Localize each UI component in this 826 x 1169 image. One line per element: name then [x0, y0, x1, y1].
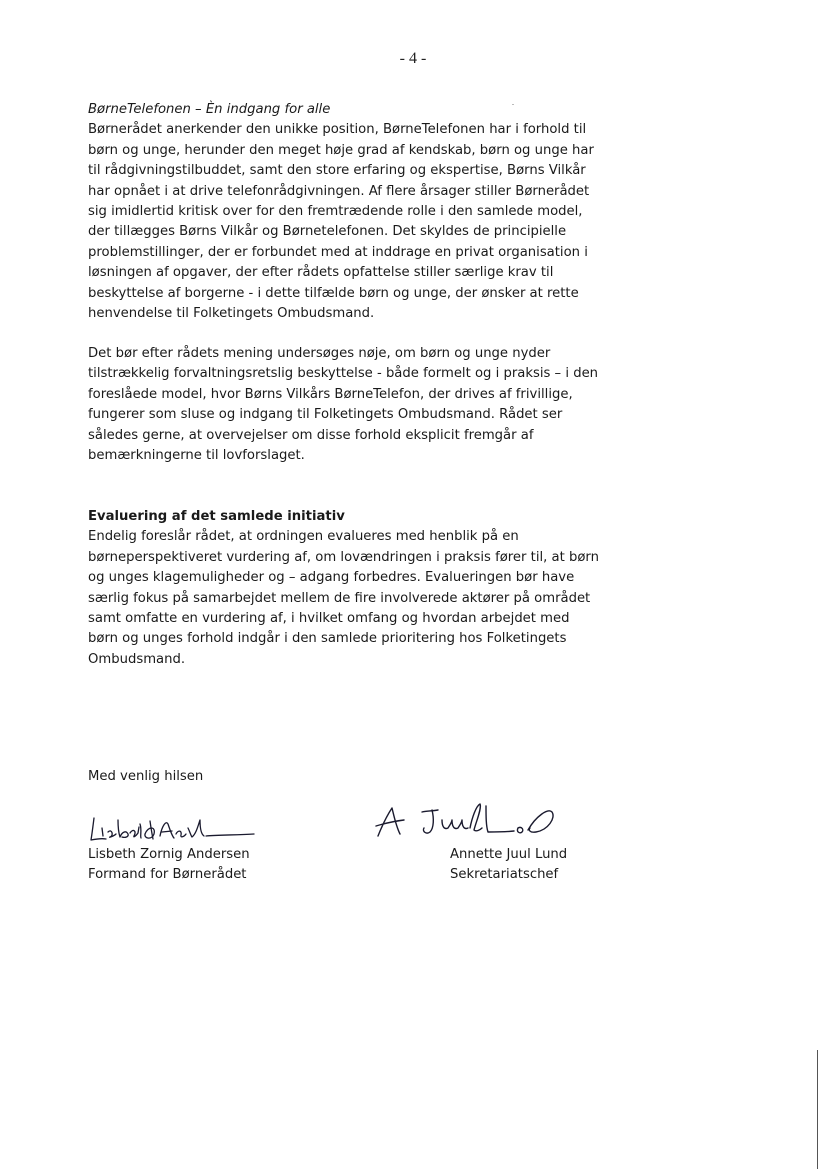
paragraph-line: børneperspektiveret vurdering af, om lovændringen i praksis fører til, at børn — [88, 549, 599, 565]
paragraph-line: henvendelse til Folketingets Ombudsmand. — [88, 306, 375, 322]
section-heading: BørneTelefonen – Èn indgang for alle — [88, 102, 331, 117]
signature-lisbeth — [88, 806, 258, 846]
paragraph-line: til rådgivningstilbuddet, samt den store erfaring og ekspertise, Børns Vilkår — [88, 163, 586, 179]
paragraph-line: sig imidlertid kritisk over for den fremtrædende rolle i den samlede model, — [88, 204, 583, 220]
section-evaluering — [88, 507, 648, 670]
signatory-title: Sekretariatschef — [450, 867, 559, 883]
section-recommendation — [88, 344, 648, 466]
paragraph-line: børn og unge, herunder den meget høje grad af kendskab, børn og unge har — [88, 142, 594, 158]
paragraph-line: særlig fokus på samarbejdet mellem de fire involverede aktører på området — [88, 590, 591, 606]
paragraph-line: fungerer som sluse og indgang til Folketingets Ombudsmand. Rådet ser — [88, 407, 563, 423]
paragraph-line: der tillægges Børns Vilkår og Børnetelefonen. Det skyldes de principielle — [88, 224, 567, 240]
signatory-title: Formand for Børnerådet — [88, 867, 247, 883]
signatory-name: Annette Juul Lund — [450, 847, 568, 862]
paragraph-line: har opnået i at drive telefonrådgivningen. Af flere årsager stiller Børnerådet — [88, 183, 590, 199]
paragraph-line: beskyttelse af borgerne - i dette tilfælde børn og unge, der ønsker at rette — [88, 285, 579, 301]
paragraph-line: samt omfatte en vurdering af, i hvilket omfang og hvordan arbejdet med — [88, 611, 570, 627]
paragraph-line: tilstrækkelig forvaltningsretslig beskyttelse - både formelt og i praksis – i den — [88, 366, 599, 382]
signatory-right — [450, 845, 567, 886]
section-borne-telefonen — [88, 100, 648, 324]
paragraph-line: Det bør efter rådets mening undersøges nøje, om børn og unge nyder — [88, 346, 551, 361]
section-heading: Evaluering af det samlede initiativ — [88, 509, 345, 524]
page-number: - 4 - — [399, 50, 427, 67]
paragraph-line: Endelig foreslår rådet, at ordningen evalueres med henblik på en — [88, 529, 519, 545]
paragraph-line: børn og unges forhold indgår i den samlede prioritering hos Folketingets — [88, 631, 567, 647]
paragraph-line: foreslåede model, hvor Børns Vilkårs BørneTelefon, der drives af frivillige, — [88, 386, 573, 402]
closing-salutation: Med venlig hilsen — [88, 769, 204, 784]
signature-annette — [372, 798, 557, 842]
paragraph-line: bemærkningerne til lovforslaget. — [88, 448, 305, 464]
scan-edge-line — [817, 1050, 818, 1169]
paragraph-line: Ombudsmand. — [88, 651, 186, 667]
paragraph-line: Børnerådet anerkender den unikke position, BørneTelefonen har i forhold til — [88, 122, 587, 138]
paragraph-line: således gerne, at overvejelser om disse forhold eksplicit fremgår af — [88, 427, 534, 443]
signatory-name: Lisbeth Zornig Andersen — [88, 847, 250, 862]
paragraph-line: og unges klagemuligheder og – adgang forbedres. Evalueringen bør have — [88, 570, 575, 586]
signatory-left — [88, 845, 250, 886]
paragraph-line: problemstillinger, der er forbundet med at inddrage en privat organisation i — [88, 244, 588, 260]
paragraph-line: løsningen af opgaver, der efter rådets opfattelse stiller særlige krav til — [88, 265, 554, 281]
